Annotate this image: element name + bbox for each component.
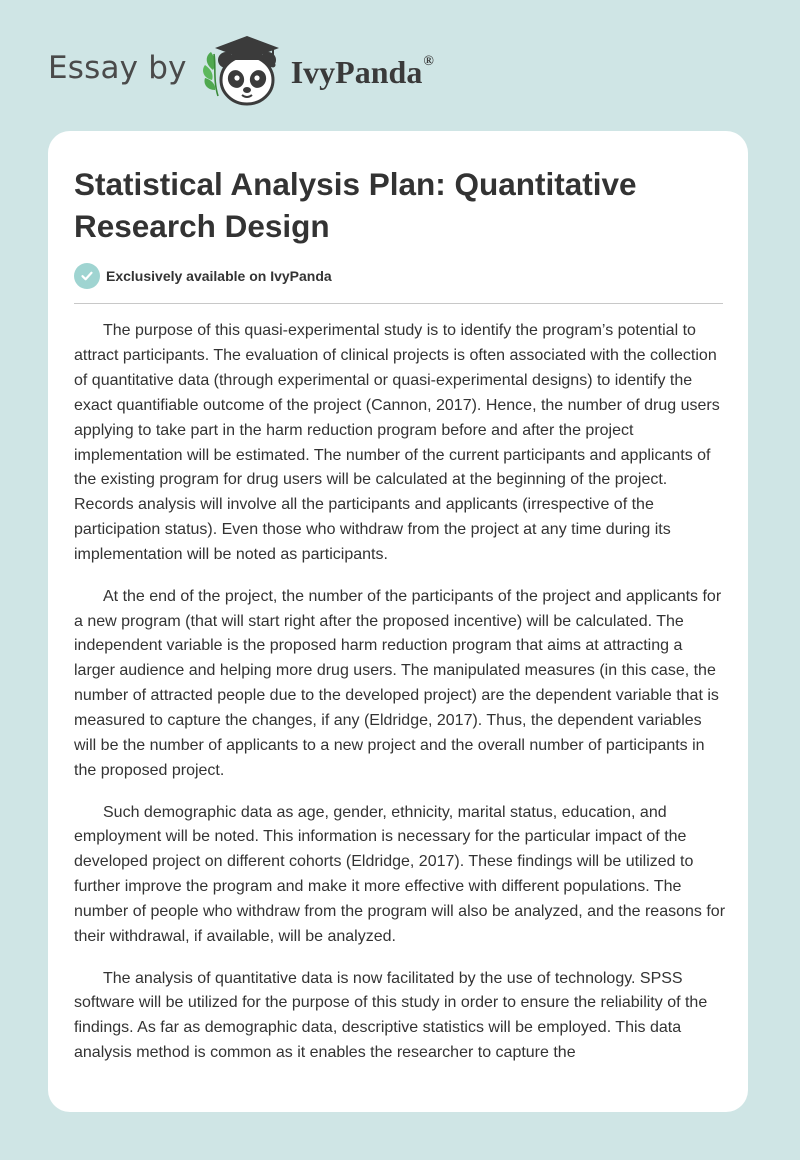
paragraph-4: The analysis of quantitative data is now facilitated by the use of technology. SPSS software will be utilized for the purpose of this study in order to ensure the reliability of the findings. As far as demographic data, descriptive statistics will be employed. This data analysis method is common as it enables the researcher to capture the: [74, 969, 708, 1062]
registered-mark: ®: [423, 53, 434, 69]
paragraph-2: At the end of the project, the number of the participants of the project and applicants for a new program (that will start right after the proposed incentive) will be calculated. The independent variable is the proposed harm reduction program that aims at attracting a larger audience and helping more drug users. The manipulated measures (in this case, the number of attracted people due to the developed project) are the dependent variable that is measured to capture the changes, if any (Eldridge, 2017). Thus, the dependent variables will be the number of applicants to a new project and the overall number of participants in the proposed project.: [74, 587, 722, 779]
article-title: Statistical Analysis Plan: Quantitative Research Design: [74, 166, 637, 244]
article-body: [74, 319, 726, 1083]
article-card: [48, 131, 748, 1112]
paragraph-1: The purpose of this quasi-experimental study is to identify the program’s potential to attract participants. The evaluation of clinical projects is often associated with the collection of quantitative data (through experimental or quasi-experimental designs) to identify the exact quantifiable outcome of the project (Cannon, 2017). Hence, the number of drug users applying to take part in the harm reduction program before and after the project implementation will be estimated. The number of the current participants and applicants of the existing program for drug users will be calculated at the beginning of the project. Records analysis will involve all the participants and applicants (irrespective of the participation status). Even those who withdraw from the project at any time during its implementation will be noted as participants.: [74, 322, 720, 564]
panda-graduate-logo-icon[interactable]: [199, 30, 285, 110]
checkmark-icon: [74, 263, 100, 289]
essay-by-label: Essay by: [48, 50, 187, 86]
exclusive-badge: [74, 262, 332, 290]
paragraph-3: Such demographic data as age, gender, ethnicity, marital status, education, and employment will be noted. This information is necessary for the particular impact of the developed project on different cohorts (Eldridge, 2017). These findings will be utilized to further improve the program and make it more effective with different populations. The number of people who withdraw from the program will also be analyzed, and the reasons for their withdrawal, if available, will be analyzed.: [74, 803, 726, 946]
site-header: [48, 30, 434, 110]
brand-name: IvyPanda: [290, 53, 423, 90]
brand-logo[interactable]: [291, 54, 434, 91]
exclusive-label: Exclusively available on IvyPanda: [106, 268, 332, 284]
divider: [74, 303, 723, 304]
